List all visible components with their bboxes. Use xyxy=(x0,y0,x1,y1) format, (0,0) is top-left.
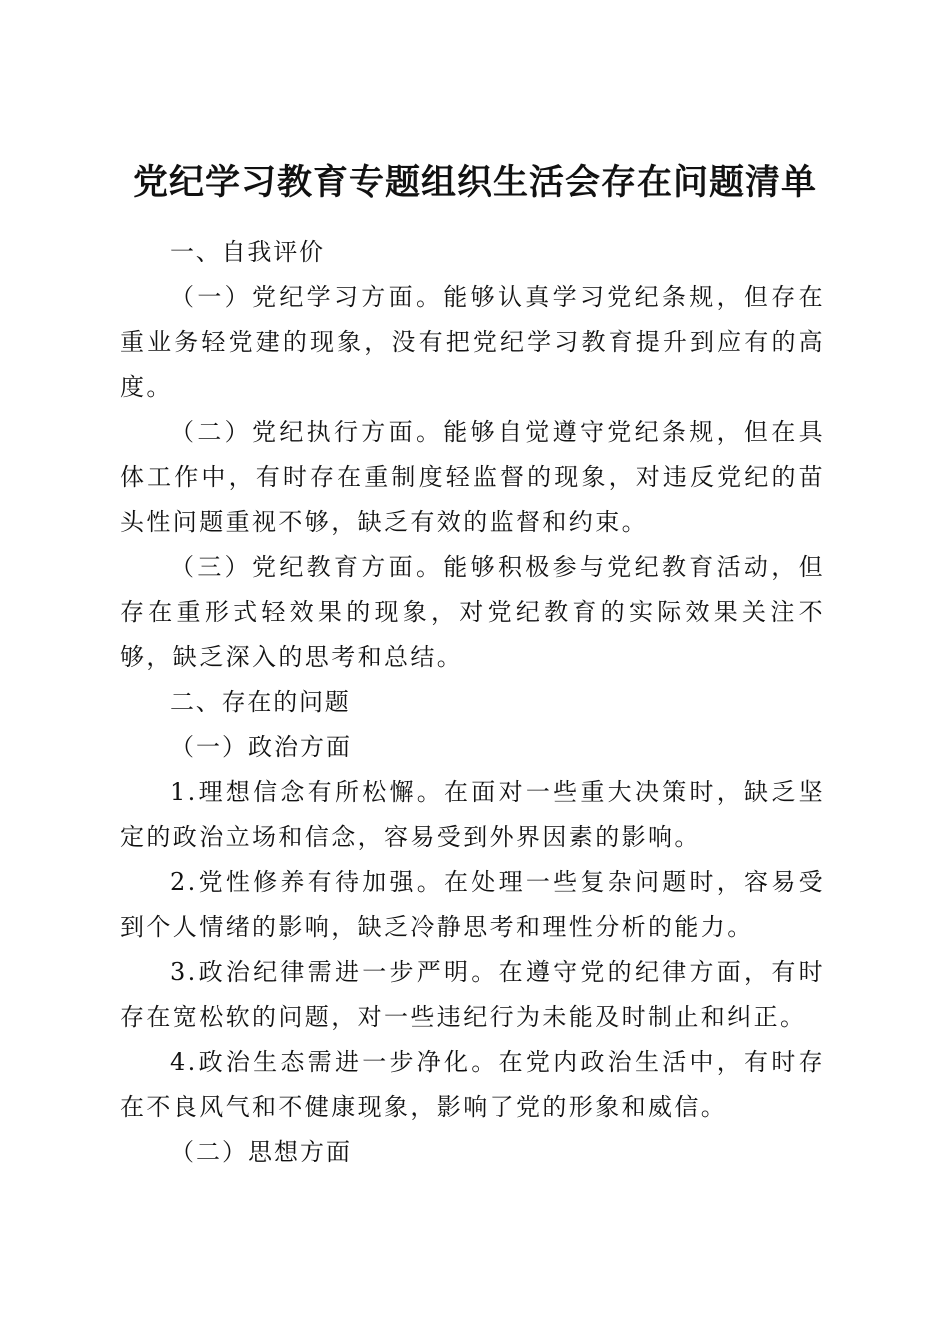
section-heading-problems: 二、存在的问题 xyxy=(170,688,351,716)
self-evaluation-item: （三）党纪教育方面。能够积极参与党纪教育活动，但存在重形式轻效果的现象，对党纪教育的实际效果关注不够，缺乏深入的思考和总结。 xyxy=(120,553,825,671)
problem-item: 3.政治纪律需进一步严明。在遵守党的纪律方面，有时存在宽松软的问题，对一些违纪行为未能及时制止和纠正。 xyxy=(120,958,825,1031)
self-evaluation-item: （一）党纪学习方面。能够认真学习党纪条规，但存在重业务轻党建的现象，没有把党纪学习教育提升到应有的高度。 xyxy=(120,283,825,401)
document-body xyxy=(120,230,825,1175)
self-evaluation-item: （二）党纪执行方面。能够自觉遵守党纪条规，但在具体工作中，有时存在重制度轻监督的现象，对违反党纪的苗头性问题重视不够，缺乏有效的监督和约束。 xyxy=(120,418,825,536)
section-heading-self-evaluation: 一、自我评价 xyxy=(170,238,325,266)
document-title: 党纪学习教育专题组织生活会存在问题清单 xyxy=(132,162,817,204)
subsection-heading-ideological: （二）思想方面 xyxy=(170,1138,352,1166)
problem-item: 1.理想信念有所松懈。在面对一些重大决策时，缺乏坚定的政治立场和信念，容易受到外界因素的影响。 xyxy=(120,778,825,851)
problem-item: 4.政治生态需进一步净化。在党内政治生活中，有时存在不良风气和不健康现象，影响了党的形象和威信。 xyxy=(120,1048,825,1121)
subsection-heading-political: （一）政治方面 xyxy=(170,733,352,761)
problem-item: 2.党性修养有待加强。在处理一些复杂问题时，容易受到个人情绪的影响，缺乏冷静思考和理性分析的能力。 xyxy=(120,868,825,941)
